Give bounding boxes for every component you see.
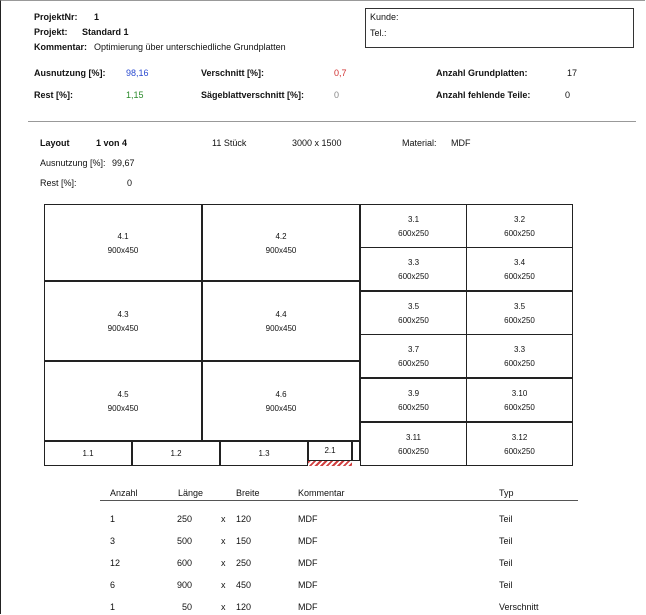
layout-title: Layout [40,138,70,148]
table-cell: 250 [176,514,192,524]
piece-size-label: 900x450 [107,404,139,413]
ausnutzung-value: 98,16 [126,68,149,78]
table-cell: 3 [110,536,116,546]
projekt-nr-label: ProjektNr: [34,12,78,22]
table-cell: x [221,558,226,568]
piece-size-label: 900x450 [107,324,139,333]
table-cell: Teil [499,558,513,568]
table-cell: MDF [298,580,318,590]
table-cell: Teil [499,536,513,546]
table-cell: 1 [110,514,116,524]
kunde-box [365,8,634,48]
piece-id-label: 3.10 [511,389,528,398]
table-cell: x [221,514,226,524]
piece-1-2 [132,441,220,466]
layout-stueck: 11 Stück [212,138,247,148]
piece-size-label: 600x250 [504,403,535,412]
piece-3-10 [466,378,573,422]
piece-size-label: 900x450 [107,245,139,255]
table-cell: x [221,536,226,546]
table-cell: MDF [298,514,318,524]
table-cell: Teil [499,580,513,590]
piece-id-label: 4.1 [117,231,129,241]
piece-2-1 [308,441,352,461]
layout-rest-label: Rest [%]: [40,178,77,188]
piece-4-3 [44,281,202,361]
table-cell: Verschnitt [499,602,539,612]
piece-size-label: 600x250 [398,447,429,456]
piece-id-label: 3.7 [407,345,420,354]
piece-id-label: 1.2 [170,448,182,458]
piece-size-label: 600x250 [504,272,535,281]
saegeblatt-value: 0 [334,90,340,100]
rest-label: Rest [%]: [34,90,74,100]
piece-id-label: 3.11 [406,433,421,442]
kunde-label: Kunde: [370,12,399,22]
table-cell: 12 [110,558,121,568]
table-cell: 500 [176,536,192,546]
piece-4-5 [44,361,202,441]
piece-size-label: 900x450 [265,404,297,413]
piece-id-label: 3.3 [407,258,420,267]
piece-sliver [352,441,360,461]
cutting-layout [44,204,574,466]
piece-size-label: 600x250 [504,229,535,238]
piece-id-label: 3.1 [407,215,420,224]
table-cell: 250 [236,558,252,568]
saegeblatt-label: Sägeblattverschnitt [%]: [201,90,305,100]
kommentar-value: Optimierung über unterschiedliche Grundplatten [94,42,286,52]
piece-id-label: 3.9 [407,389,420,398]
anzahl-grundplatten-label: Anzahl Grundplatten: [436,68,528,78]
piece-3-2 [466,204,573,248]
table-cell: MDF [298,536,318,546]
piece-3-5 [360,291,467,335]
piece-id-label: 3.12 [511,433,528,442]
kommentar-label: Kommentar: [34,42,88,52]
piece-3-3 [466,334,573,378]
piece-id-label: 4.5 [117,390,129,399]
verschnitt-label: Verschnitt [%]: [201,68,265,78]
col-header-laenge: Länge [178,488,204,498]
section-divider [28,121,636,122]
piece-3-4 [466,247,573,291]
projekt-nr-value: 1 [94,12,100,22]
piece-id-label: 4.4 [275,310,287,319]
col-header-anzahl: Anzahl [110,488,138,498]
col-header-kommentar: Kommentar [298,488,345,498]
piece-4-6 [202,361,360,441]
piece-id-label: 1.3 [258,448,270,458]
table-cell: 450 [236,580,252,590]
table-cell: 6 [110,580,116,590]
piece-4-1 [44,204,202,281]
piece-3-3 [360,247,467,291]
piece-size-label: 600x250 [398,316,429,325]
piece-size-label: 600x250 [504,447,535,456]
piece-1-3 [220,441,308,466]
piece-4-2 [202,204,360,281]
table-cell: 120 [236,602,252,612]
col-header-typ: Typ [499,488,514,498]
piece-1-1 [44,441,132,466]
projekt-value: Standard 1 [82,27,129,37]
piece-size-label: 600x250 [398,272,429,281]
piece-size-label: 900x450 [265,245,297,255]
piece-3-9 [360,378,467,422]
layout-material-value: MDF [451,138,471,148]
piece-id-label: 3.4 [513,258,526,267]
piece-id-label: 1.1 [82,448,94,458]
piece-size-label: 600x250 [504,359,535,368]
piece-id-label: 4.2 [275,231,287,241]
piece-id-label: 4.6 [275,390,287,399]
layout-index: 1 von 4 [96,138,128,148]
layout-material-label: Material: [402,138,437,148]
table-cell: 600 [176,558,192,568]
piece-id-label: 2.1 [324,446,336,455]
projekt-label: Projekt: [34,27,68,37]
table-cell: Teil [499,514,513,524]
table-cell: 120 [236,514,252,524]
anzahl-fehlende-value: 0 [565,90,571,100]
piece-size-label: 600x250 [504,316,535,325]
anzahl-grundplatten-value: 17 [567,68,578,78]
piece-3-11 [360,422,467,466]
layout-ausnutzung-value: 99,67 [112,158,135,168]
table-header-rule [100,500,578,501]
table-cell: MDF [298,602,318,612]
piece-3-1 [360,204,467,248]
piece-3-7 [360,334,467,378]
table-cell: 150 [236,536,252,546]
piece-id-label: 3.5 [513,302,526,311]
piece-id-label: 4.3 [117,310,129,319]
table-cell: x [221,602,226,612]
ausnutzung-label: Ausnutzung [%]: [34,68,106,78]
rest-value: 1,15 [126,90,144,100]
piece-3-12 [466,422,573,466]
verschnitt-value: 0,7 [334,68,347,78]
table-cell: 1 [110,602,116,612]
table-cell: MDF [298,558,318,568]
piece-3-5 [466,291,573,335]
piece-size-label: 600x250 [398,229,429,238]
piece-4-4 [202,281,360,361]
piece-id-label: 3.3 [513,345,526,354]
tel-label: Tel.: [370,28,387,38]
table-cell: 50 [181,602,192,612]
anzahl-fehlende-label: Anzahl fehlende Teile: [436,90,531,100]
table-cell: x [221,580,226,590]
table-cell: 900 [176,580,192,590]
layout-dimensions: 3000 x 1500 [292,138,342,148]
piece-size-label: 600x250 [398,403,429,412]
layout-ausnutzung-label: Ausnutzung [%]: [40,158,106,168]
piece-size-label: 600x250 [398,359,429,368]
offcut-hatch [308,461,352,466]
col-header-breite: Breite [236,488,260,498]
piece-size-label: 900x450 [265,324,297,333]
piece-id-label: 3.5 [407,302,420,311]
layout-rest-value: 0 [127,178,133,188]
piece-id-label: 3.2 [513,215,526,224]
